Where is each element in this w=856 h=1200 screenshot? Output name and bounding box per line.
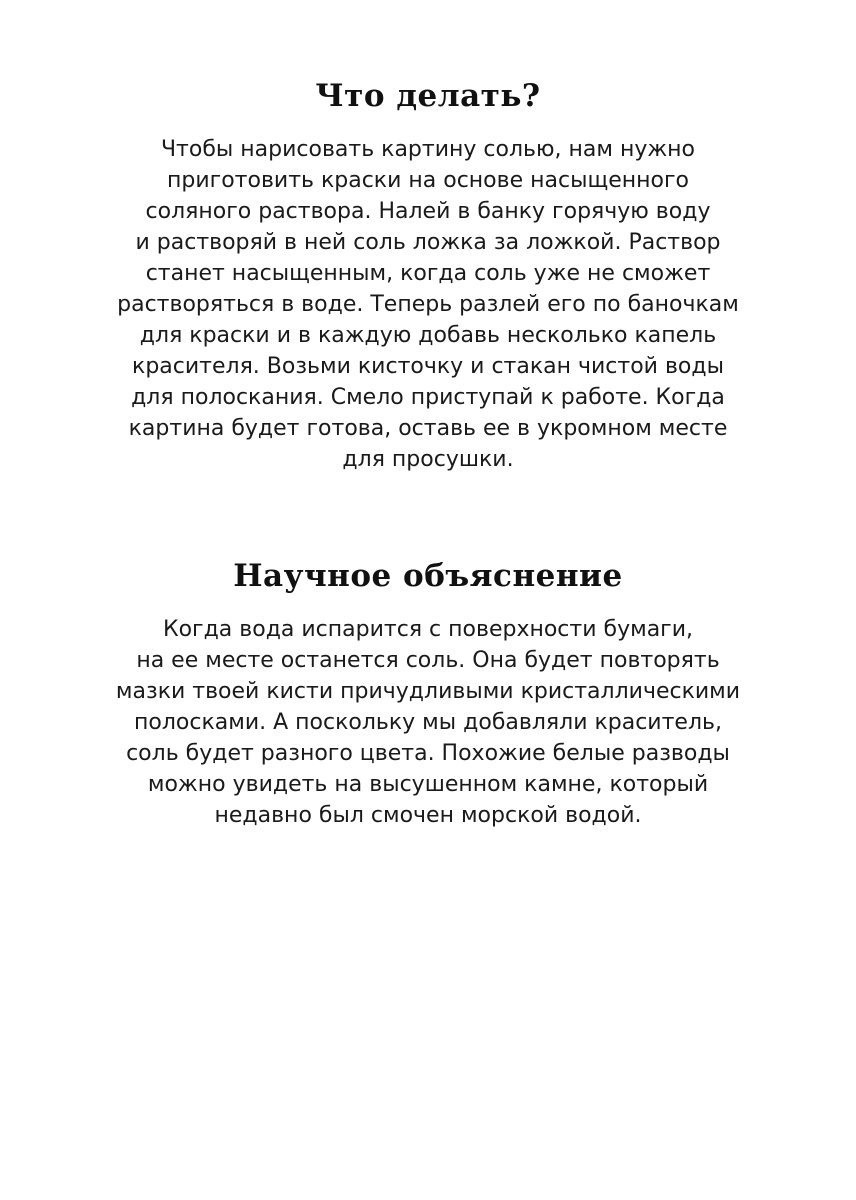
section-heading: Научное объяснение xyxy=(233,558,623,594)
text-line: картина будет готова, оставь ее в укромном месте xyxy=(128,416,728,441)
text-line: полосками. А поскольку мы добавляли краситель, xyxy=(134,710,722,735)
section-what-to-do xyxy=(60,74,796,475)
text-line: для полоскания. Смело приступай к работе. Когда xyxy=(131,385,725,410)
text-line: недавно был смочен морской водой. xyxy=(214,803,642,828)
section-body xyxy=(60,614,796,831)
section-body xyxy=(60,134,796,475)
text-line: мазки твоей кисти причудливыми кристаллическими xyxy=(115,679,741,704)
text-line: и растворяй в ней соль ложка за ложкой. Раствор xyxy=(135,230,721,255)
text-line: Чтобы нарисовать картину солью, нам нужно xyxy=(160,137,696,162)
text-line: для просушки. xyxy=(342,447,514,472)
text-line: станет насыщенным, когда соль уже не сможет xyxy=(145,261,711,286)
text-line: можно увидеть на высушенном камне, который xyxy=(147,772,709,797)
text-line: соль будет разного цвета. Похожие белые разводы xyxy=(126,741,730,766)
section-scientific-explanation xyxy=(60,554,796,831)
text-line: на ее месте останется соль. Она будет повторять xyxy=(136,648,720,673)
text-line: растворяться в воде. Теперь разлей его по баночкам xyxy=(117,292,739,317)
text-line: приготовить краски на основе насыщенного xyxy=(167,168,689,193)
section-heading: Что делать? xyxy=(315,78,541,114)
text-line: Когда вода испарится с поверхности бумаги, xyxy=(162,617,694,642)
text-line: для краски и в каждую добавь несколько капель xyxy=(139,323,717,348)
text-line: соляного раствора. Налей в банку горячую воду xyxy=(145,199,711,224)
text-line: красителя. Возьми кисточку и стакан чистой воды xyxy=(132,354,724,379)
